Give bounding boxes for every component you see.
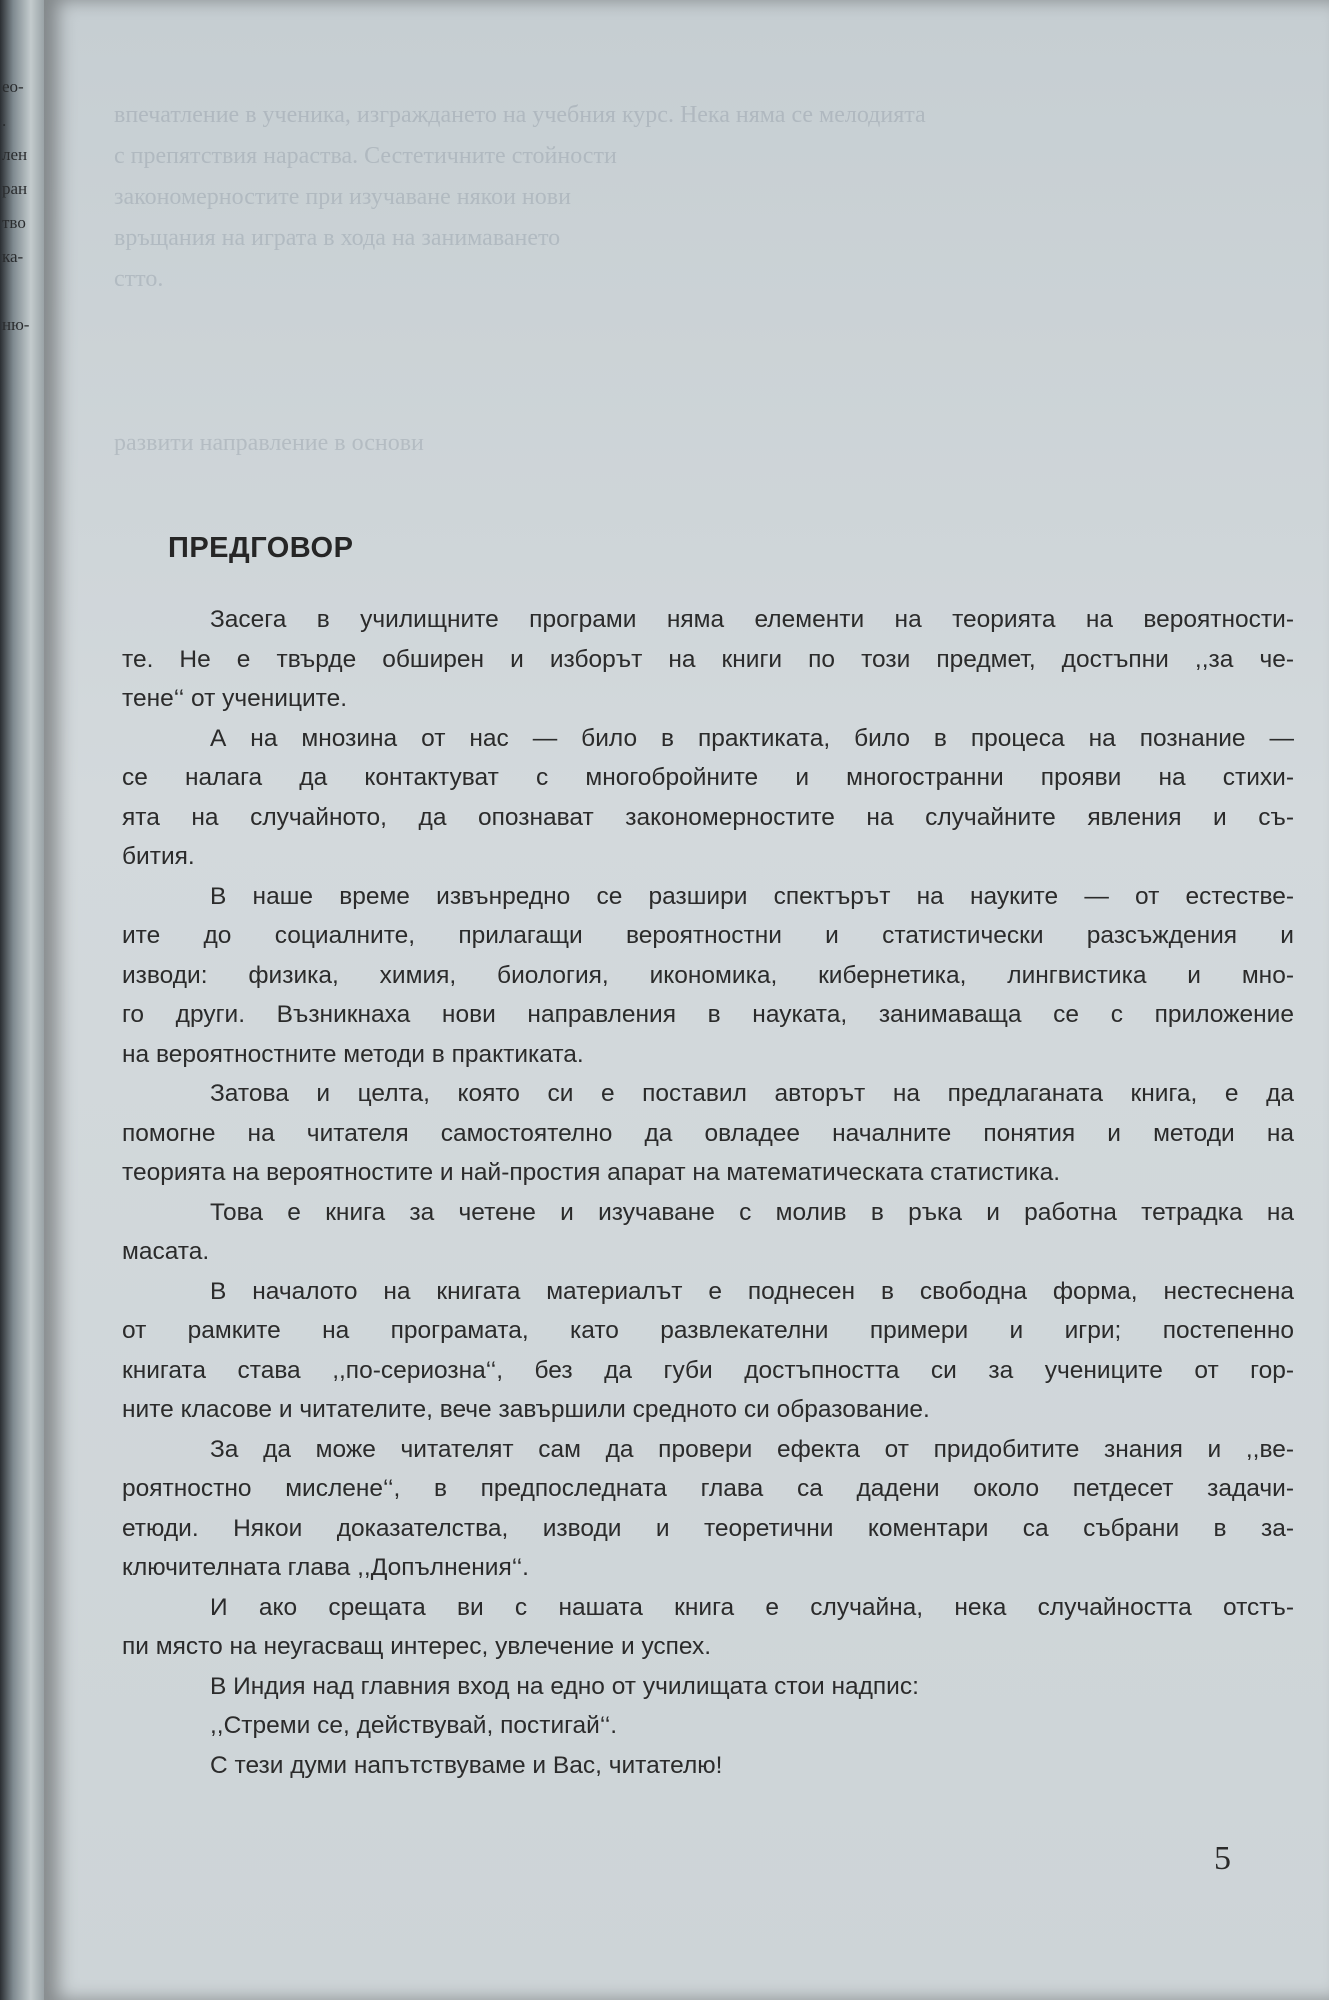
paragraph xyxy=(122,1272,1294,1430)
ghost-line: стто. xyxy=(114,266,164,292)
text-line: ните класове и читателите, вече завършили средното си образование. xyxy=(122,1396,930,1423)
text-line: се налага да контактуват с многобройните и многостранни прояви на стихи- xyxy=(122,764,1294,791)
ghost-line: закономерностите при изучаване някои нови xyxy=(114,184,571,210)
margin-fragment: ню- xyxy=(2,315,30,334)
paragraph xyxy=(122,1746,1294,1786)
previous-page-edge xyxy=(0,0,44,2000)
paragraph xyxy=(122,1588,1294,1667)
paragraph xyxy=(122,1074,1294,1193)
paragraph xyxy=(122,877,1294,1075)
text-line: Затова и целта, която си е поставил авторът на предлаганата книга, е да xyxy=(210,1080,1294,1107)
text-line: тене‘‘ от учениците. xyxy=(122,685,348,712)
text-line: За да може читателят сам да провери ефекта от придобитите знания и ,,ве- xyxy=(210,1435,1294,1463)
page-number: 5 xyxy=(1214,1840,1231,1877)
text-line: го други. Възникнаха нови направления в науката, занимаваща се с приложение xyxy=(122,1001,1294,1028)
bleed-through-text xyxy=(114,95,1234,464)
ghost-line xyxy=(114,382,1234,423)
margin-fragment: ка- xyxy=(2,247,24,266)
paragraph xyxy=(122,1667,1294,1707)
text-line: А на мнозина от нас — било в практиката, било в процеса на познание — xyxy=(210,724,1294,752)
ghost-line: връщания на играта в хода на занимаването xyxy=(114,225,561,251)
paragraph xyxy=(122,600,1294,719)
text-line: масата. xyxy=(122,1238,210,1265)
margin-fragment: лен xyxy=(2,145,28,164)
text-line: пи място на неугасващ интерес, увлечение и успех. xyxy=(122,1633,712,1660)
previous-page-text-fragments xyxy=(2,70,42,342)
text-line: те. Не е твърде обширен и изборът на книги по този предмет, достъпни ,,за че- xyxy=(122,645,1294,673)
text-line: ята на случайното, да опознават закономерностите на случайните явления и съ- xyxy=(122,803,1294,831)
paragraph xyxy=(122,719,1294,877)
text-line: книгата става ,,по-сериозна‘‘, без да губи достъпността си за учениците от гор- xyxy=(122,1356,1294,1384)
preface-body xyxy=(122,600,1294,1785)
ghost-line: впечатление в ученика, изграждането на учебния курс. Нека няма се мелодията xyxy=(114,102,926,128)
text-line: В Индия над главния вход на едно от училищата стои надпис: xyxy=(210,1672,919,1700)
paragraph xyxy=(122,1430,1294,1588)
text-line: изводи: физика, химия, биология, икономика, кибернетика, лингвистика и мно- xyxy=(122,961,1294,989)
text-line: роятностно мислене‘‘, в предпоследната глава са дадени около петдесет задачи- xyxy=(122,1475,1294,1502)
text-line: ключителната глава ,,Допълнения‘‘. xyxy=(122,1554,529,1581)
book-page xyxy=(44,0,1329,2000)
text-line: ,,Стреми се, действувай, постигай‘‘. xyxy=(210,1712,618,1739)
text-line: В наше време извънредно се разшири спектърът на науките — от естестве- xyxy=(210,882,1294,910)
page-title: ПРЕДГОВОР xyxy=(168,532,354,564)
ghost-line: развити направление в основи xyxy=(114,430,424,456)
text-line: теорията на вероятностите и най-простия апарат на математическата статистика. xyxy=(122,1159,1061,1186)
margin-fragment: . xyxy=(2,111,7,130)
text-line: ите до социалните, прилагащи вероятностни и статистически разсъждения и xyxy=(122,922,1294,949)
text-line: помогне на читателя самостоятелно да овладее началните понятия и методи на xyxy=(122,1119,1294,1147)
text-line: бития. xyxy=(122,843,195,870)
paragraph xyxy=(122,1706,1294,1746)
text-line: на вероятностните методи в практиката. xyxy=(122,1040,584,1068)
ghost-line xyxy=(114,300,1234,341)
text-line: Това е книга за четене и изучаване с молив в ръка и работна тетрадка на xyxy=(210,1198,1294,1226)
margin-fragment: тво xyxy=(2,213,26,232)
text-line: С тези думи напътствуваме и Вас, читателю! xyxy=(210,1751,723,1779)
ghost-line: с препятствия нараства. Сестетичните стойности xyxy=(114,143,617,169)
text-line: Засега в училищните програми няма елементи на теорията на вероятности- xyxy=(210,606,1294,633)
margin-fragment: ео- xyxy=(2,77,24,96)
paragraph xyxy=(122,1193,1294,1272)
text-line: В началото на книгата материалът е поднесен в свободна форма, нестеснена xyxy=(210,1277,1294,1305)
margin-fragment xyxy=(2,274,42,308)
text-line: И ако срещата ви с нашата книга е случайна, нека случайността отстъ- xyxy=(210,1593,1294,1621)
text-line: етюди. Някои доказателства, изводи и теоретични коментари са събрани в за- xyxy=(122,1514,1294,1542)
ghost-line xyxy=(114,341,1234,382)
margin-fragment: ран xyxy=(2,179,28,198)
text-line: от рамките на програмата, като развлекателни примери и игри; постепенно xyxy=(122,1317,1294,1344)
